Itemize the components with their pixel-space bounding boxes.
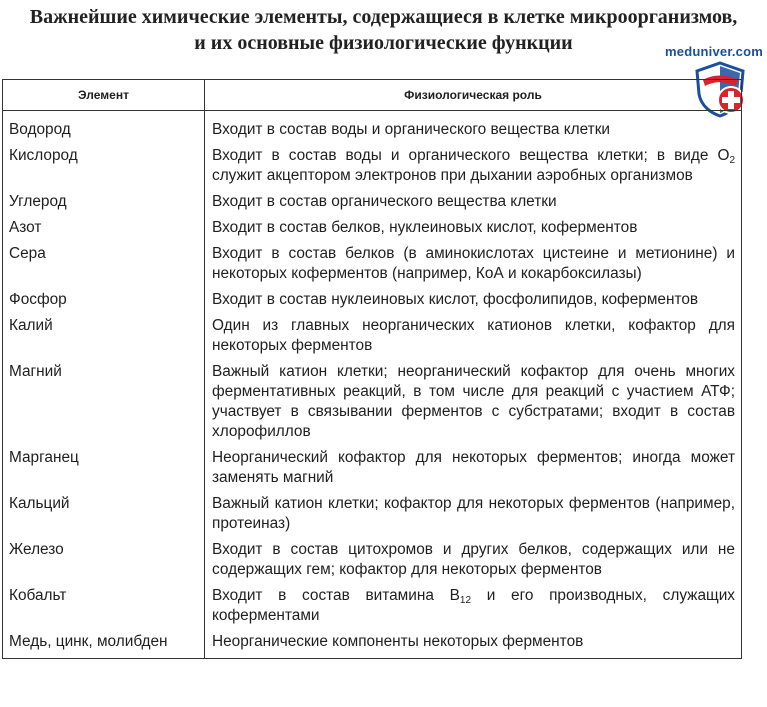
role-cell: Входит в состав нуклеиновых кислот, фосфолипидов, коферментов bbox=[205, 287, 742, 313]
role-subscript: 2 bbox=[729, 155, 735, 166]
element-cell: Кальций bbox=[3, 491, 205, 537]
table-row bbox=[3, 537, 742, 583]
table-row bbox=[3, 583, 742, 629]
table-row bbox=[3, 241, 742, 287]
table-row bbox=[3, 491, 742, 537]
header-element: Элемент bbox=[3, 80, 205, 111]
role-cell: Неорганические компоненты некоторых ферментов bbox=[205, 629, 742, 659]
table-row bbox=[3, 111, 742, 144]
role-cell: Входит в состав воды и органического вещества клетки bbox=[205, 111, 742, 144]
role-cell: Входит в состав органического вещества клетки bbox=[205, 189, 742, 215]
role-text: и его производных, служащих коферментами bbox=[212, 587, 735, 624]
element-cell: Водород bbox=[3, 111, 205, 144]
role-cell: Входит в состав белков, нуклеиновых кислот, коферментов bbox=[205, 215, 742, 241]
element-cell: Калий bbox=[3, 313, 205, 359]
title-line-2: и их основные физиологические функции bbox=[194, 32, 573, 54]
role-cell: Неорганический кофактор для некоторых ферментов; иногда может заменять магний bbox=[205, 445, 742, 491]
page-title bbox=[0, 4, 767, 56]
table-row bbox=[3, 445, 742, 491]
logo-text: meduniver.com bbox=[665, 44, 763, 59]
table-row bbox=[3, 189, 742, 215]
element-cell: Марганец bbox=[3, 445, 205, 491]
table-header-row bbox=[3, 80, 742, 111]
role-cell: Один из главных неорганических катионов клетки, кофактор для некоторых ферментов bbox=[205, 313, 742, 359]
table-row bbox=[3, 215, 742, 241]
role-cell bbox=[205, 143, 742, 189]
element-cell: Медь, цинк, молибден bbox=[3, 629, 205, 659]
element-cell: Азот bbox=[3, 215, 205, 241]
element-cell: Железо bbox=[3, 537, 205, 583]
role-cell: Важный катион клетки; кофактор для некоторых ферментов (например, протеиназ) bbox=[205, 491, 742, 537]
element-cell: Фосфор bbox=[3, 287, 205, 313]
element-cell: Сера bbox=[3, 241, 205, 287]
element-cell: Кислород bbox=[3, 143, 205, 189]
element-cell: Кобальт bbox=[3, 583, 205, 629]
table-row bbox=[3, 287, 742, 313]
table-row bbox=[3, 359, 742, 445]
table-row bbox=[3, 629, 742, 659]
elements-table bbox=[2, 79, 742, 659]
role-cell: Входит в состав белков (в аминокислотах цистеине и метионине) и некоторых коферментов (например, КоА и кокарбоксилазы) bbox=[205, 241, 742, 287]
role-subscript: 12 bbox=[459, 595, 472, 606]
title-line-1: Важнейшие химические элементы, содержащиеся в клетке микроорганизмов, bbox=[29, 6, 738, 28]
element-cell: Магний bbox=[3, 359, 205, 445]
table-row bbox=[3, 313, 742, 359]
role-text: Входит в состав воды и органического вещества клетки; в виде O bbox=[212, 147, 730, 164]
element-cell: Углерод bbox=[3, 189, 205, 215]
role-cell: Важный катион клетки; неорганический кофактор для очень многих ферментативных реакций, в том числе для реакций с участием АТФ; участвует в связывании ферментов с субстратами; входит в состав хлорофиллов bbox=[205, 359, 742, 445]
role-text: служит акцептором электронов при дыхании аэробных организмов bbox=[212, 167, 693, 184]
table-row bbox=[3, 143, 742, 189]
header-role: Физиологическая роль bbox=[205, 80, 742, 111]
role-text: Входит в состав витамина B bbox=[212, 587, 460, 604]
role-cell bbox=[205, 583, 742, 629]
role-cell: Входит в состав цитохромов и других белков, содержащих или не содержащих гем; кофактор для некоторых ферментов bbox=[205, 537, 742, 583]
